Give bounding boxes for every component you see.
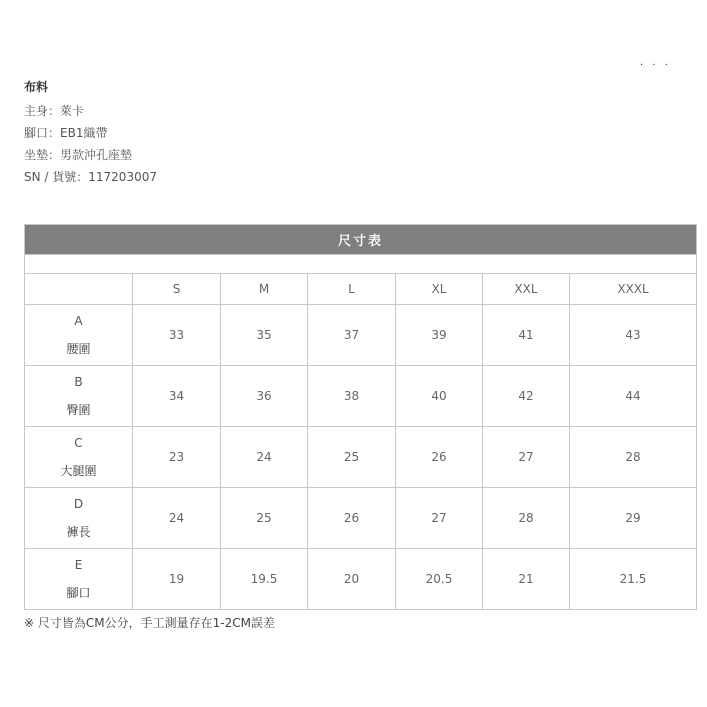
row-code: E [74,557,83,572]
table-cell: 40 [396,366,483,427]
table-cell: 36 [221,366,308,427]
table-cell: 20.5 [396,549,483,610]
table-cell: 44 [570,366,697,427]
size-header-xxl: XXL [483,274,570,305]
row-name: 臀圍 [66,402,91,417]
row-code: B [74,374,83,389]
table-cell: 43 [570,305,697,366]
table-cell: 26 [308,488,396,549]
table-cell: 21 [483,549,570,610]
table-row [25,366,697,427]
row-name: 褲長 [66,524,91,539]
table-row [25,427,697,488]
row-name: 腳口 [66,585,91,600]
size-chart-title: 尺寸表 [25,225,697,255]
product-sn: SN / 貨號：117203007 [24,170,157,184]
table-cell: 27 [396,488,483,549]
table-cell: 19 [133,549,221,610]
spacer-row [25,255,697,274]
table-cell: 28 [570,427,697,488]
table-cell: 25 [308,427,396,488]
row-label [25,488,133,549]
fabric-leg-opening: 腳口：EB1織帶 [24,126,108,140]
row-label [25,366,133,427]
size-header-row [25,274,697,305]
table-cell: 25 [221,488,308,549]
table-cell: 24 [133,488,221,549]
table-cell: 28 [483,488,570,549]
table-cell: 35 [221,305,308,366]
size-chart-table [24,224,697,610]
table-cell: 37 [308,305,396,366]
size-header-l: L [308,274,396,305]
spacer-cell [25,255,697,274]
table-cell: 26 [396,427,483,488]
table-cell: 41 [483,305,570,366]
table-cell: 29 [570,488,697,549]
measurement-note: ※ 尺寸皆為CM公分，手工測量存在1-2CM誤差 [24,616,275,630]
table-cell: 39 [396,305,483,366]
table-cell: 20 [308,549,396,610]
corner-cell [25,274,133,305]
table-cell: 21.5 [570,549,697,610]
table-cell: 34 [133,366,221,427]
table-cell: 42 [483,366,570,427]
table-cell: 33 [133,305,221,366]
row-name: 腰圍 [66,341,91,356]
row-label [25,305,133,366]
row-code: A [74,313,83,328]
fabric-main-body: 主身：萊卡 [24,104,85,118]
size-header-xxxl: XXXL [570,274,697,305]
fabric-info [24,78,157,188]
row-name: 大腿圍 [60,463,97,478]
table-cell: 23 [133,427,221,488]
table-row [25,488,697,549]
top-right-marks: · · · [640,60,671,71]
row-label [25,549,133,610]
fabric-heading: 布料 [24,80,49,94]
size-chart-title-row [25,225,697,255]
size-header-s: S [133,274,221,305]
table-row [25,305,697,366]
fabric-seat-pad: 坐墊：男款沖孔座墊 [24,148,133,162]
table-row [25,549,697,610]
size-header-xl: XL [396,274,483,305]
table-cell: 24 [221,427,308,488]
row-code: D [73,496,84,511]
row-label [25,427,133,488]
table-cell: 27 [483,427,570,488]
table-cell: 38 [308,366,396,427]
table-cell: 19.5 [221,549,308,610]
size-header-m: M [221,274,308,305]
row-code: C [74,435,83,450]
